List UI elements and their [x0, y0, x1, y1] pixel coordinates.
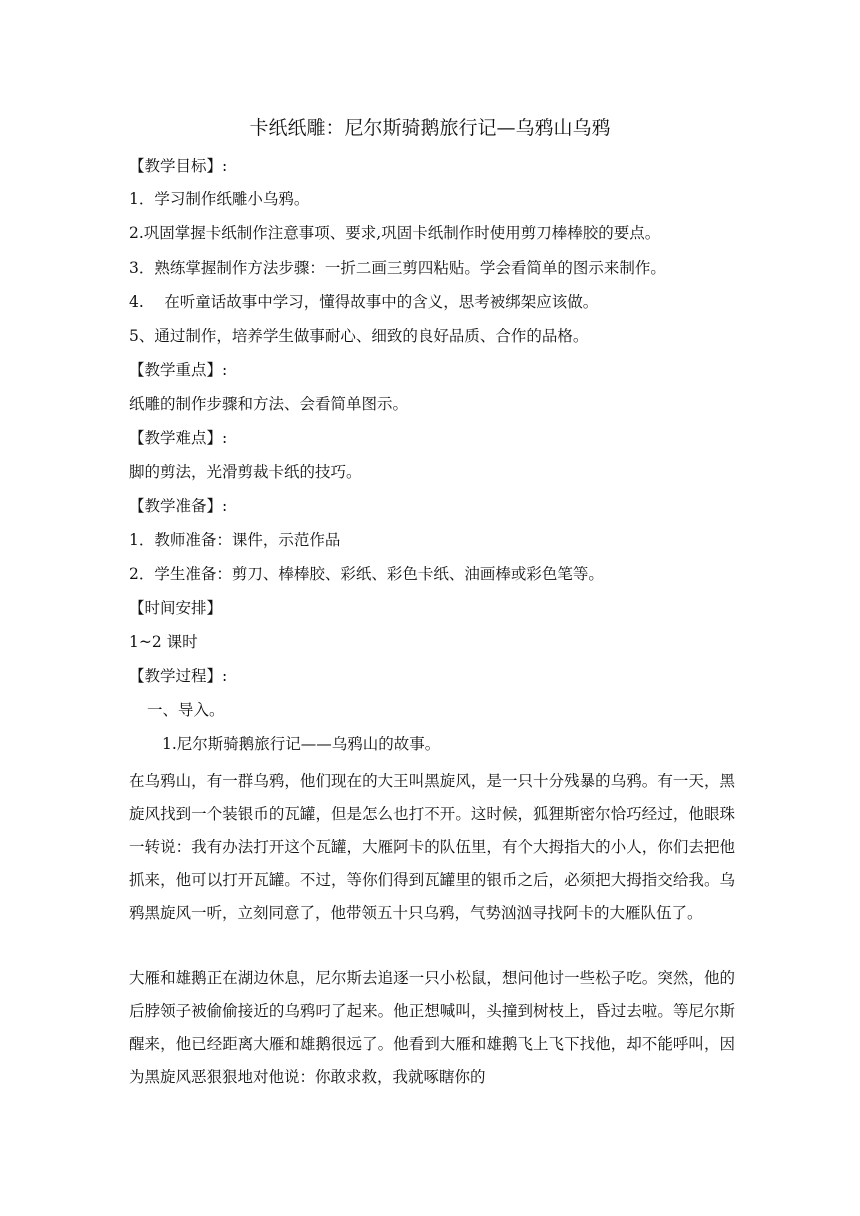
story-paragraph: 大雁和雄鹅正在湖边休息，尼尔斯去追逐一只小松鼠，想问他讨一些松子吃。突然，他的后脖领子被偷偷接近的乌鸦叼了起来。他正想喊叫，头撞到树枝上，昏过去啦。等尼尔斯醒来，他已经距离大雁和雄鹅很远了。他看到大雁和雄鹅飞上飞下找他，却不能呼叫，因为黑旋风恶狠狠地对他说：你敢求救，我就啄瞎你的	[129, 969, 735, 1086]
goal-item: 4. 在听童话故事中学习，懂得故事中的含义，思考被绑架应该做。	[129, 293, 599, 311]
preparation-item: 1．教师准备：课件，示范作品	[129, 531, 341, 549]
preparation-item: 2．学生准备：剪刀、棒棒胶、彩纸、彩色卡纸、油画棒或彩色笔等。	[129, 565, 604, 583]
schedule-heading: 【时间安排】	[129, 599, 223, 617]
story-paragraph: 在乌鸦山，有一群乌鸦，他们现在的大王叫黑旋风，是一只十分残暴的乌鸦。有一天，黑旋风找到一个装银币的瓦罐，但是怎么也打不开。这时候，狐狸斯密尔恰巧经过，他眼珠一转说：我有办法打开这个瓦罐，大雁阿卡的队伍里，有个大拇指大的小人，你们去把他抓来，他可以打开瓦罐。不过，等你们得到瓦罐里的银币之后，必须把大拇指交给我。乌鸦黑旋风一听，立刻同意了，他带领五十只乌鸦，气势汹汹寻找阿卡的大雁队伍了。	[129, 772, 735, 922]
goal-item: 3．熟练掌握制作方法步骤：一折二画三剪四粘贴。学会看简单的图示来制作。	[129, 259, 666, 277]
goal-item: 2.巩固掌握卡纸制作注意事项、要求,巩固卡纸制作时使用剪刀棒棒胶的要点。	[129, 224, 661, 242]
difficulties-text: 脚的剪法，光滑剪裁卡纸的技巧。	[129, 463, 362, 481]
section-intro: 一、导入。	[147, 701, 225, 719]
goal-item: 5、通过制作，培养学生做事耐心、细致的良好品质、合作的品格。	[129, 327, 589, 345]
story-title: 1.尼尔斯骑鹅旅行记——乌鸦山的故事。	[162, 735, 441, 753]
key-points-text: 纸雕的制作步骤和方法、会看简单图示。	[129, 395, 409, 413]
difficulties-heading: 【教学难点】:	[129, 429, 228, 447]
key-points-heading: 【教学重点】:	[129, 361, 228, 379]
schedule-text: 1~2 课时	[129, 633, 198, 651]
process-heading: 【教学过程】:	[129, 667, 228, 685]
goal-item: 1．学习制作纸雕小乌鸦。	[129, 190, 310, 208]
preparation-heading: 【教学准备】:	[129, 497, 228, 515]
goals-heading: 【教学目标】:	[129, 157, 228, 175]
document-title: 卡纸纸雕：尼尔斯骑鹅旅行记—乌鸦山乌鸦	[249, 117, 611, 139]
